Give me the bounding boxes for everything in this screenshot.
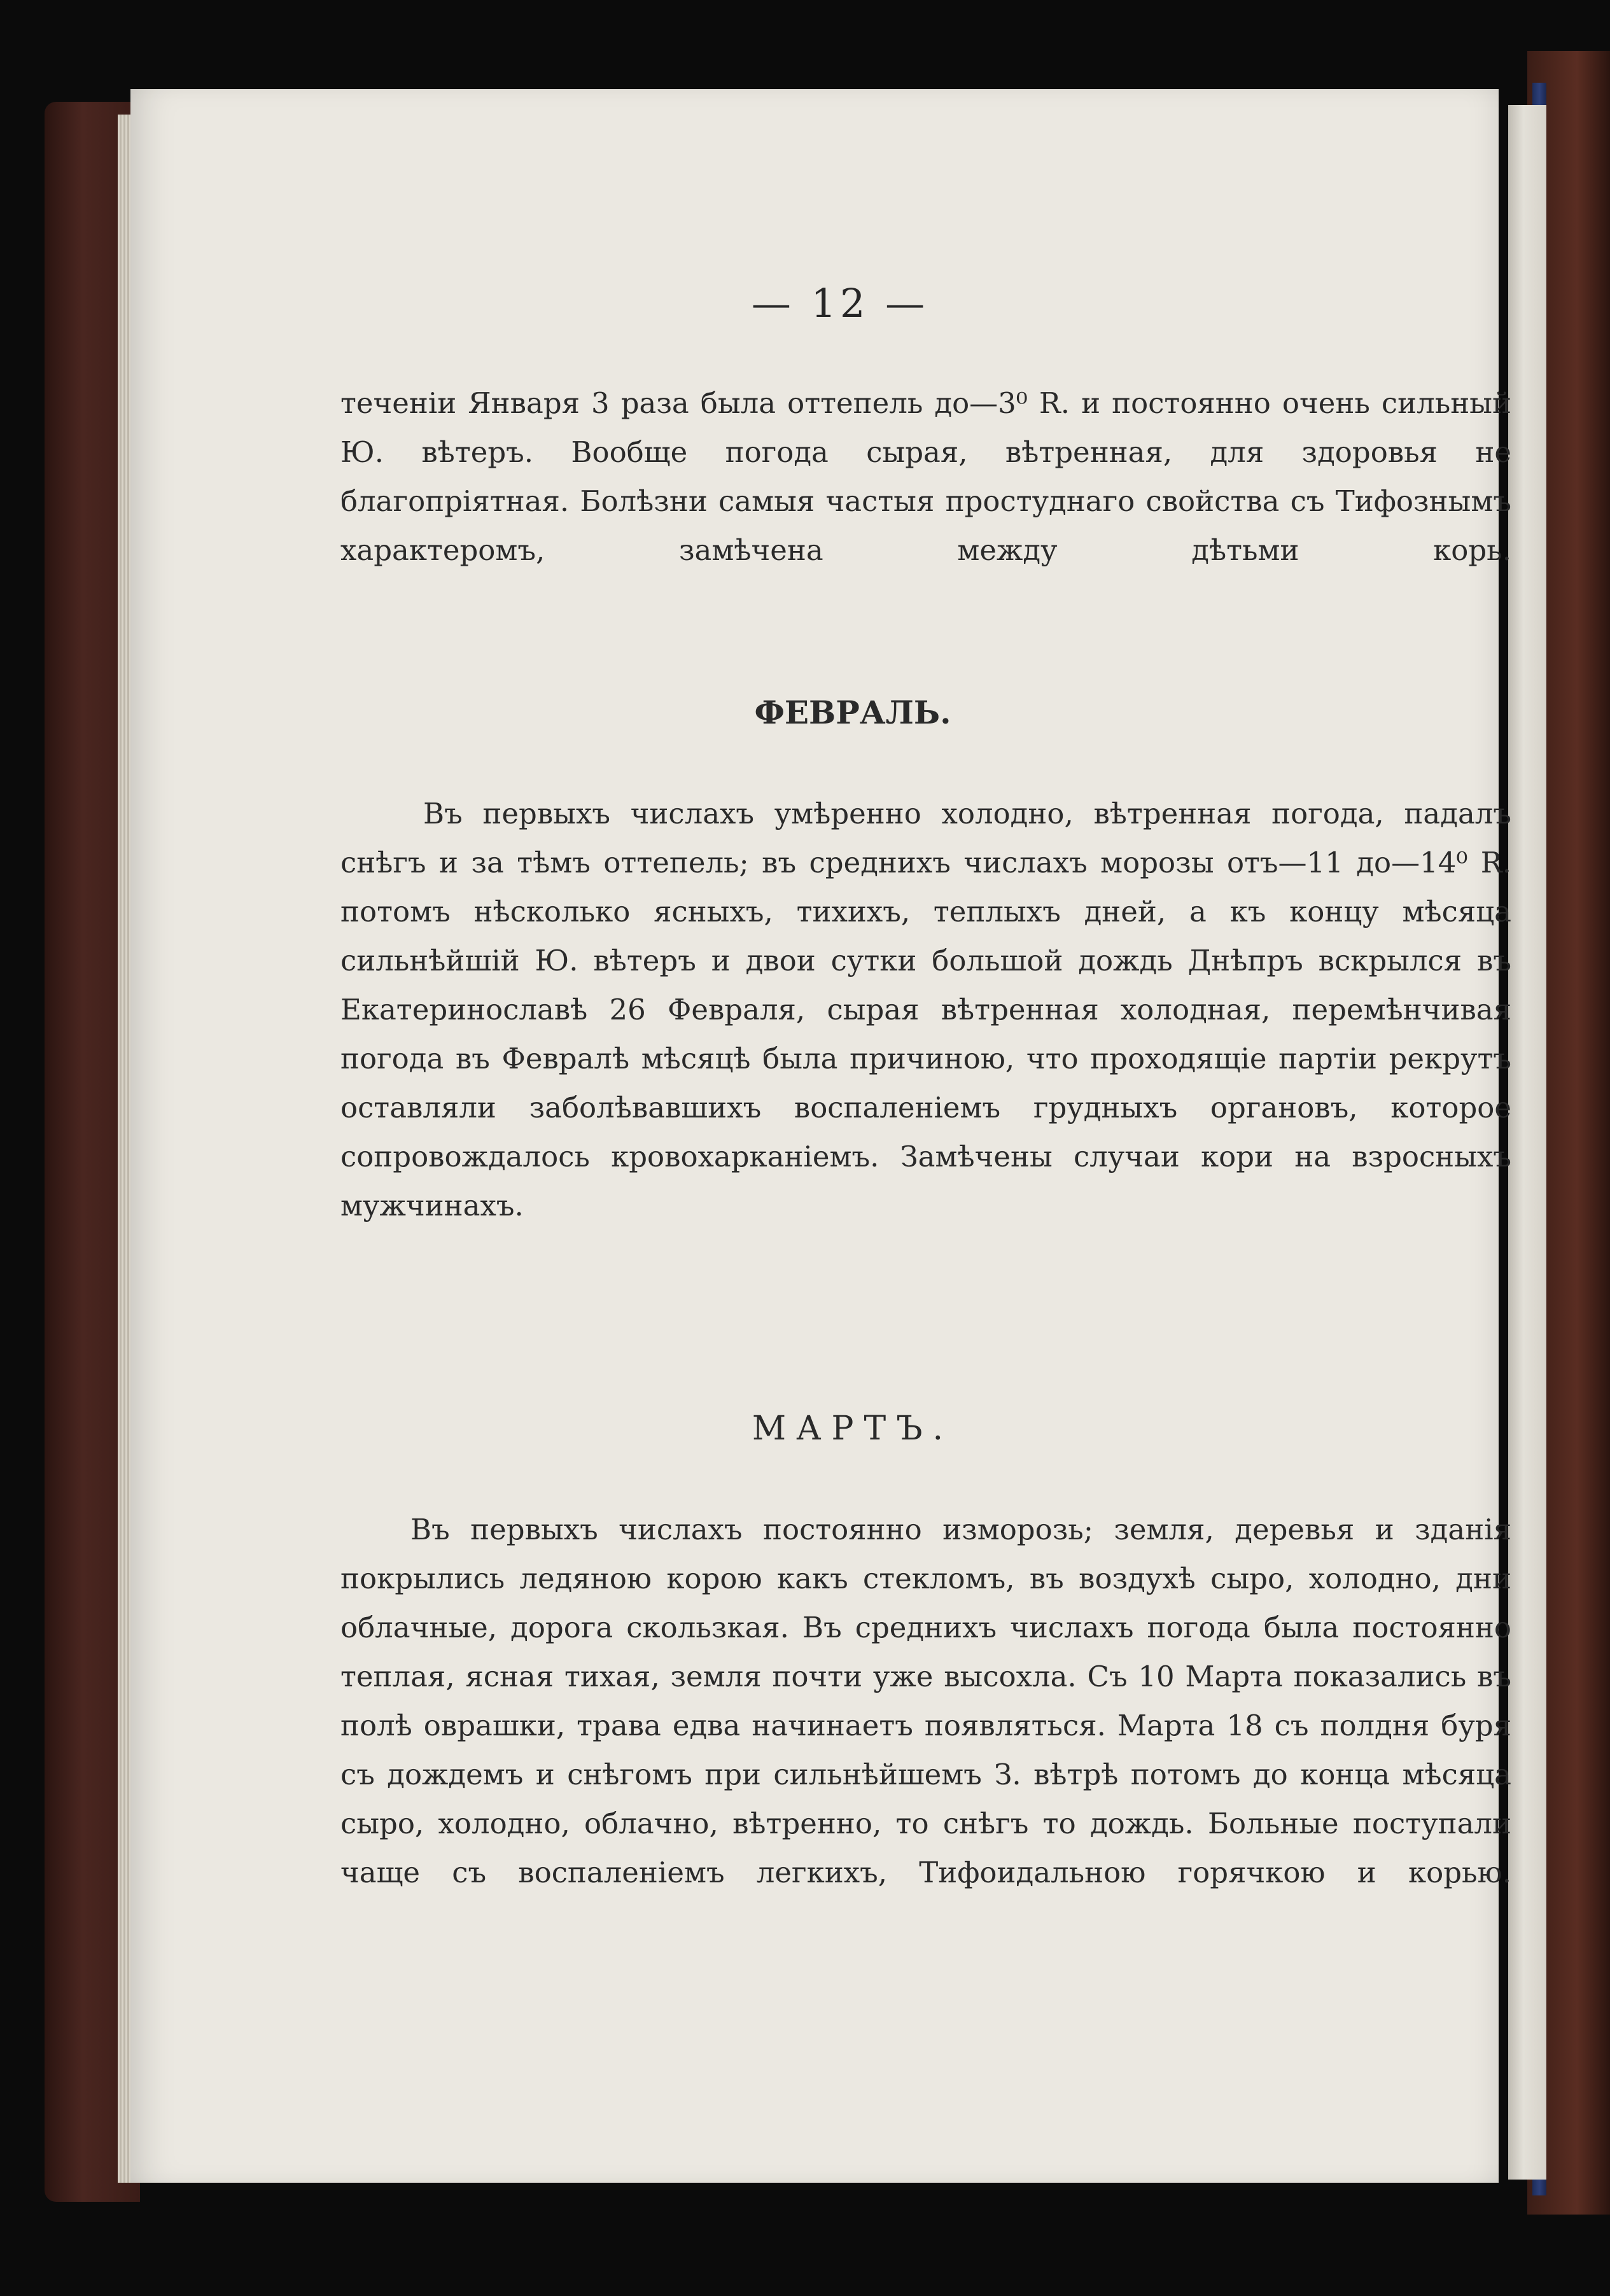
paragraph-march-text: Въ первыхъ числахъ постоянно изморозь; земля, деревья и зданія покрылись ледяною корою какъ стекломъ, въ воздухѣ сыро, холодно, дни облачные, дорога скользкая. Въ среднихъ числахъ погода была постоянно теплая, ясная тихая, земля почти уже высохла. Съ 10 Марта показались въ полѣ оврашки, трава едва начинаетъ появляться. Марта 18 съ полдня буря съ дождемъ и снѣгомъ при сильнѣйшемъ З. вѣтрѣ потомъ до конца мѣсяца сыро, холодно, облачно, вѣтренно, то снѣгъ то дождь. Больные поступали чаще съ воспаленіемъ легкихъ, Тифоидальною горячкою и корью. [340,1513,1511,1889]
heading-february: ФЕВРАЛЬ. [754,694,951,731]
book-page [130,89,1511,2183]
heading-march: МАРТЪ. [752,1410,954,1448]
paragraph-january [340,379,1511,575]
paragraph-february-text: Въ первыхъ числахъ умѣренно холодно, вѣтренная погода, падалъ снѣгъ и за тѣмъ оттепель; въ среднихъ числахъ морозы отъ—11 до—14⁰ R. потомъ нѣсколько ясныхъ, тихихъ, теплыхъ дней, а къ концу мѣсяца сильнѣйшій Ю. вѣтеръ и двои сутки большой дождь Днѣпръ вскрылся въ Екатеринославѣ 26 Февраля, сырая вѣтренная холодная, перемѣнчивая погода въ Февралѣ мѣсяцѣ была причиною, что проходящіе партіи рекрутъ оставляли заболѣвавшихъ воспаленіемъ грудныхъ органовъ, которое сопровождалось кровохарканіемъ. Замѣчены случаи кори на взросныхъ мужчинахъ. [340,797,1511,1222]
page-number: — 12 — [751,280,929,326]
facing-page-edge [1508,105,1546,2180]
paragraph-march [340,1505,1511,1897]
paragraph-january-text: теченіи Января 3 раза была оттепель до—3⁰ R. и постоянно очень сильный Ю. вѣтеръ. Вообще погода сырая, вѣтренная, для здоровья не благопріятная. Болѣзни самыя частыя простуднаго свойства съ Тифознымъ характеромъ, замѣчена между дѣтьми корь. [340,386,1511,567]
paragraph-february [340,789,1511,1230]
